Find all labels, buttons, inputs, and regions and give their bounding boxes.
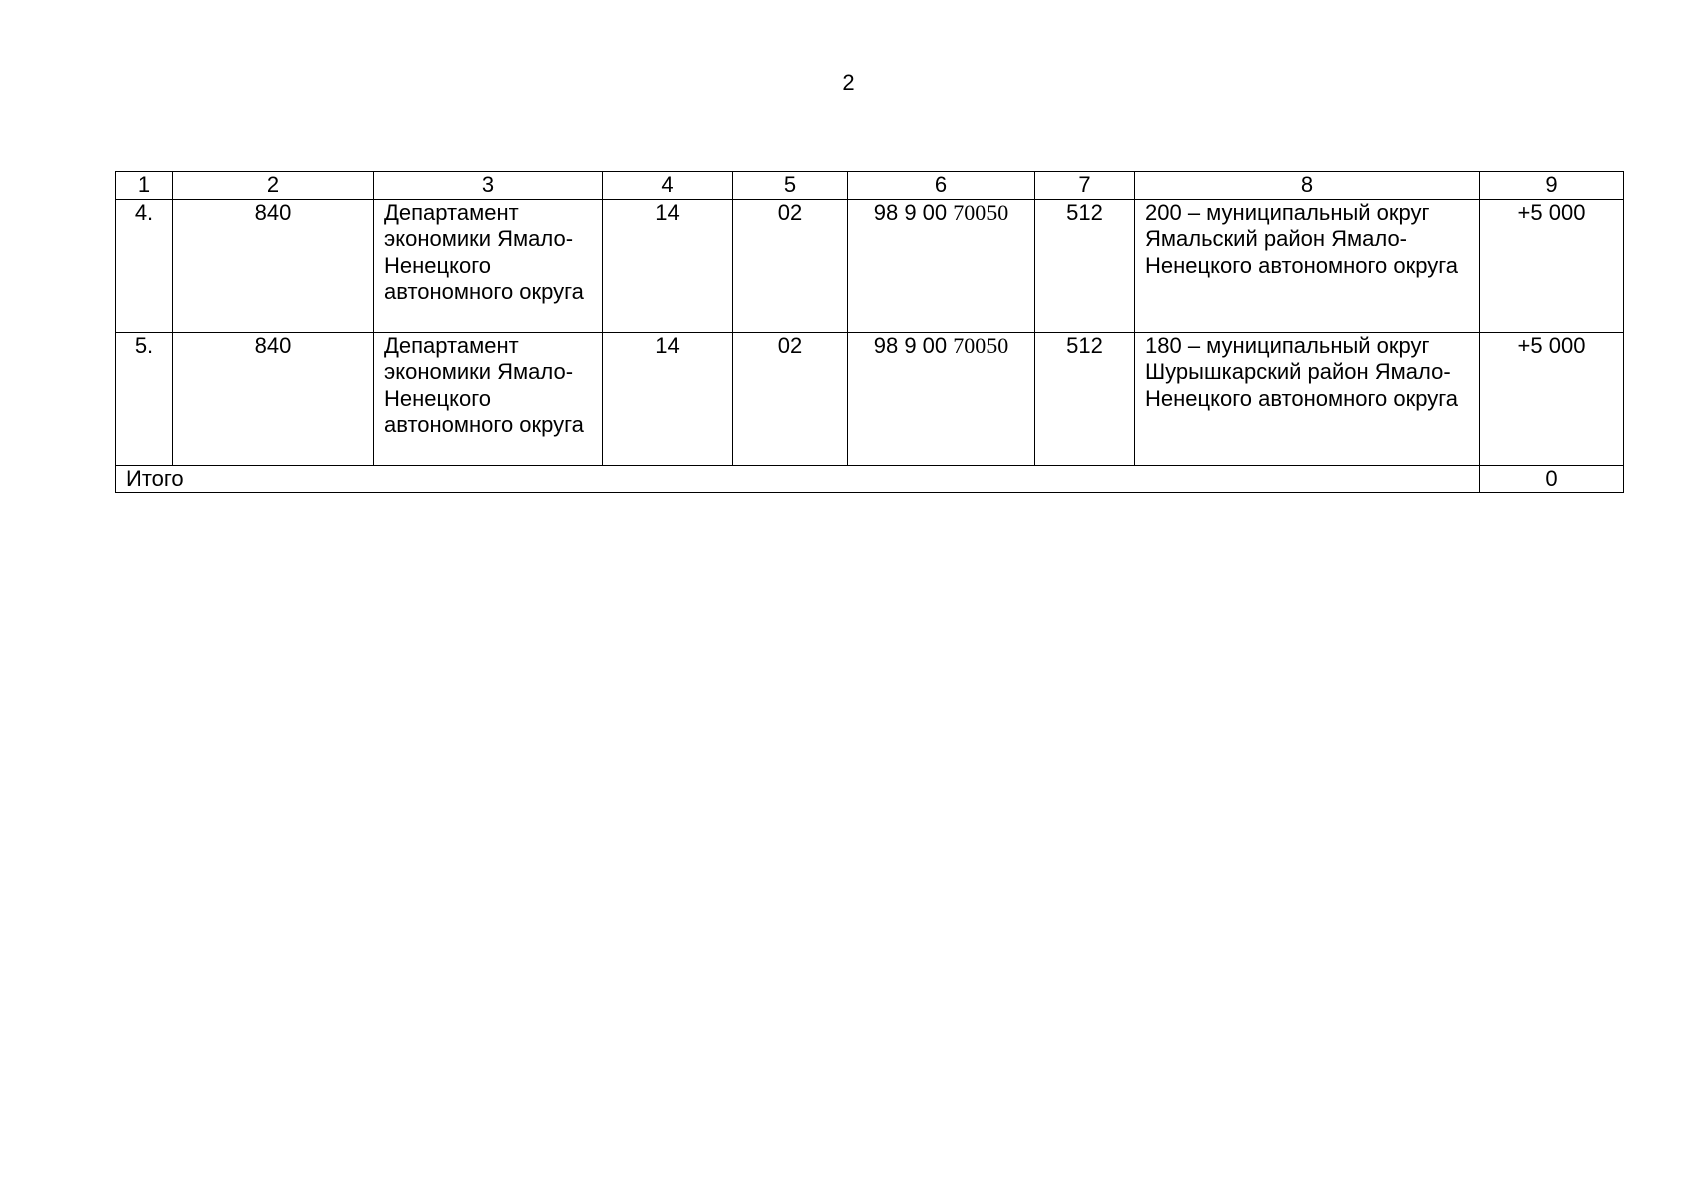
row-number-cell: 4. [116, 199, 173, 332]
target-article-cell [848, 199, 1035, 332]
page-number: 2 [842, 70, 855, 95]
amount-cell: +5 000 [1480, 199, 1624, 332]
header-cell: 3 [374, 172, 603, 200]
amount-cell: +5 000 [1480, 332, 1624, 465]
header-cell: 2 [173, 172, 374, 200]
header-cell: 7 [1035, 172, 1135, 200]
header-cell: 1 [116, 172, 173, 200]
ministry-code-cell: 840 [173, 199, 374, 332]
total-row [116, 465, 1624, 493]
header-cell: 9 [1480, 172, 1624, 200]
budget-table [115, 171, 1624, 493]
table-header-row [116, 172, 1624, 200]
target-article-suffix: 70050 [953, 332, 1009, 358]
target-article-prefix: 98 9 00 [873, 332, 954, 358]
header-cell: 6 [848, 172, 1035, 200]
header-cell: 4 [603, 172, 733, 200]
municipality-cell: 200 – муниципальный округ Ямальский район Ямало-Ненецкого автономного округа [1135, 199, 1480, 332]
total-label: Итого [116, 465, 1480, 493]
subsection-code-cell: 02 [733, 332, 848, 465]
target-article-cell [848, 332, 1035, 465]
header-cell: 8 [1135, 172, 1480, 200]
section-code-cell: 14 [603, 199, 733, 332]
department-name-cell: Департамент экономики Ямало-Ненецкого автономного округа [374, 332, 603, 465]
municipality-cell: 180 – муниципальный округ Шурышкарский район Ямало-Ненецкого автономного округа [1135, 332, 1480, 465]
department-name-cell: Департамент экономики Ямало-Ненецкого автономного округа [374, 199, 603, 332]
target-article-suffix: 70050 [953, 199, 1009, 225]
expense-type-cell: 512 [1035, 332, 1135, 465]
ministry-code-cell: 840 [173, 332, 374, 465]
section-code-cell: 14 [603, 332, 733, 465]
row-number-cell: 5. [116, 332, 173, 465]
target-article-prefix: 98 9 00 [873, 199, 954, 225]
table-row [116, 199, 1624, 332]
header-cell: 5 [733, 172, 848, 200]
expense-type-cell: 512 [1035, 199, 1135, 332]
table-row [116, 332, 1624, 465]
subsection-code-cell: 02 [733, 199, 848, 332]
total-value: 0 [1480, 465, 1624, 493]
